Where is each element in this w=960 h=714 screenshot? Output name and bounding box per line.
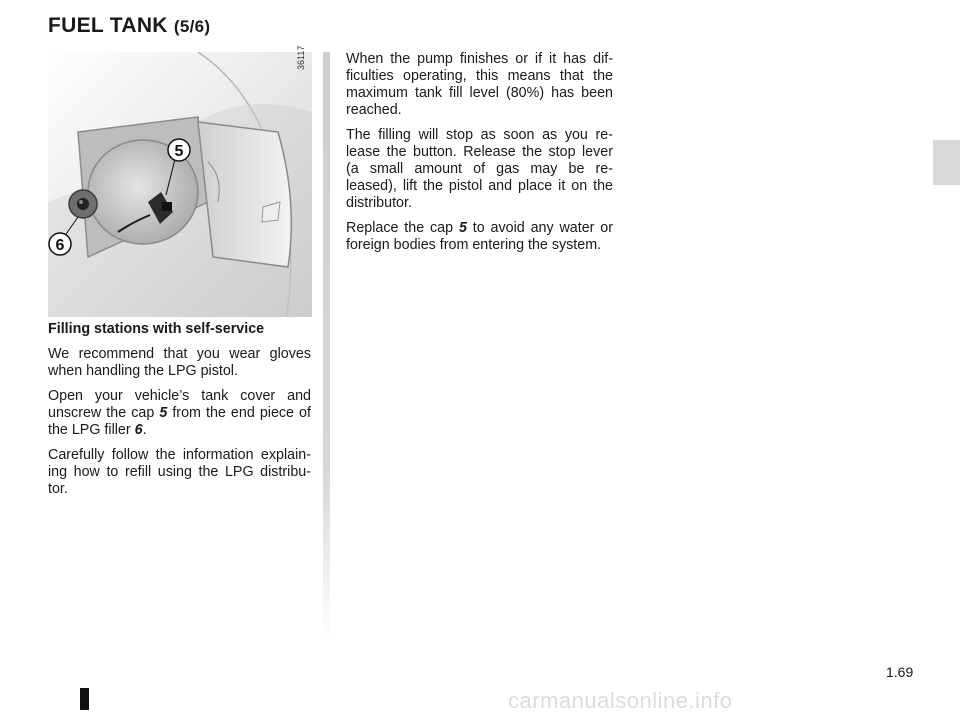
ref-filler-6: 6 — [134, 422, 143, 438]
paragraph-replace-cap-text-a: Replace the cap — [346, 220, 459, 236]
paragraph-open-cover-text-b: from the end piece of the LPG filler — [48, 405, 311, 438]
fuel-filler-drawing — [48, 52, 312, 317]
ref-cap-5: 5 — [159, 405, 168, 421]
paragraph-open-cover-text-c: . — [142, 422, 147, 438]
paragraph-open-cover-text-a: Open your vehicle’s tank cover and unscrew the cap — [48, 388, 311, 421]
paragraph-follow-info: Carefully follow the information explain- ing how to refill using the LPG distribu- tor. — [48, 447, 311, 497]
ref-cap-5-right: 5 — [458, 220, 467, 236]
figure-reference-number: 36117 — [296, 45, 306, 70]
fuel-filler-illustration — [48, 52, 312, 317]
paragraph-replace-cap-text-b: to avoid any water or foreign bodies from entering the system. — [346, 220, 614, 253]
right-column — [346, 51, 613, 262]
print-crop-mark — [80, 688, 89, 710]
paragraph-open-cover — [48, 388, 311, 439]
column-divider — [323, 52, 330, 642]
paragraph-pump-finishes: When the pump finishes or if it has dif- ficulties operating, this means that the maximum tank fill level (80%) has been reached. — [346, 51, 613, 118]
callout-5-label: 5 — [174, 143, 184, 160]
watermark-text: carmanualsonline.info — [508, 688, 733, 713]
paragraph-replace-cap — [346, 220, 613, 254]
title-part-indicator: (5/6) — [173, 17, 211, 36]
page-title — [48, 14, 210, 38]
left-column — [48, 321, 311, 506]
callout-6-label: 6 — [55, 237, 65, 254]
paragraph-filling-stops: The filling will stop as soon as you re- lease the button. Release the stop lever (a small amount of gas may be re- leased), lift the pistol and place it on the distributor. — [346, 127, 613, 211]
title-text: FUEL TANK — [48, 14, 168, 37]
section-heading: Filling stations with self-service — [48, 321, 265, 337]
chapter-tab-marker — [933, 140, 960, 185]
page-number: 1.69 — [886, 664, 914, 680]
paragraph-gloves: We recommend that you wear gloves when handling the LPG pistol. — [48, 346, 311, 379]
